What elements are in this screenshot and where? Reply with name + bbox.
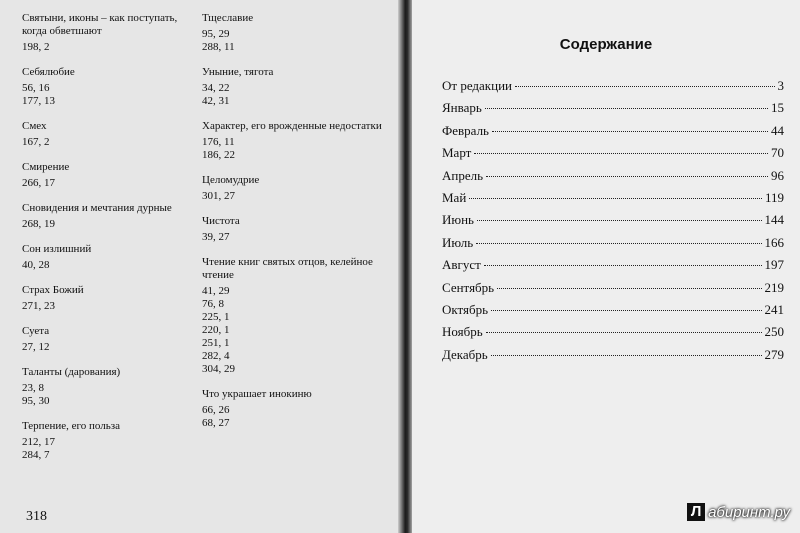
toc-row bbox=[442, 347, 784, 369]
toc-label: Сентябрь bbox=[442, 279, 495, 295]
toc-page-number: 3 bbox=[777, 78, 784, 93]
watermark-text: абиринт.ру bbox=[708, 503, 790, 521]
index-page-ref: 301, 27 bbox=[202, 190, 235, 202]
index-entry bbox=[202, 120, 382, 162]
toc-row bbox=[442, 324, 784, 346]
index-term: Чтение книг святых отцов, келейное чтение bbox=[202, 256, 373, 281]
toc-label: Декабрь bbox=[442, 346, 488, 362]
toc-page-number: 119 bbox=[764, 189, 784, 205]
index-term: Что украшает инокиню bbox=[202, 388, 312, 400]
index-entry bbox=[202, 12, 382, 54]
index-term: Сон излишний bbox=[22, 243, 92, 255]
index-entry bbox=[202, 66, 382, 108]
index-entry bbox=[22, 243, 202, 272]
index-entry bbox=[22, 420, 202, 462]
index-page-ref: 23, 8 bbox=[22, 382, 44, 394]
index-page-ref: 95, 30 bbox=[22, 395, 50, 407]
index-entry bbox=[22, 202, 202, 231]
toc-row bbox=[442, 212, 784, 234]
index-entry bbox=[202, 215, 382, 244]
toc-row bbox=[442, 168, 784, 190]
index-column-2 bbox=[202, 12, 382, 442]
toc-label: Ноябрь bbox=[442, 324, 483, 340]
toc-label: Июнь bbox=[442, 212, 474, 228]
toc-leader-dots bbox=[492, 131, 768, 132]
toc-row bbox=[442, 280, 784, 302]
index-page-ref: 68, 27 bbox=[202, 417, 230, 429]
index-page-ref: 288, 11 bbox=[202, 41, 235, 53]
toc-leader-dots bbox=[497, 288, 761, 289]
toc-label: Октябрь bbox=[442, 301, 489, 317]
toc-leader-dots bbox=[477, 220, 762, 221]
toc-label: Апрель bbox=[442, 167, 484, 183]
toc-leader-dots bbox=[486, 176, 768, 177]
index-entry bbox=[202, 388, 382, 430]
toc-row bbox=[442, 78, 784, 100]
toc-leader-dots bbox=[485, 108, 768, 109]
toc-label: Июль bbox=[442, 234, 474, 250]
toc-page-number: 96 bbox=[771, 167, 784, 183]
index-page-ref: 41, 29 bbox=[202, 285, 230, 297]
toc-leader-dots bbox=[486, 332, 762, 333]
index-entry bbox=[202, 174, 382, 203]
index-page-ref: 268, 19 bbox=[22, 218, 55, 230]
index-term: Себялюбие bbox=[22, 66, 75, 78]
page-number: 318 bbox=[26, 509, 47, 524]
index-term: Таланты (дарования) bbox=[22, 366, 121, 378]
index-page-ref: 220, 1 bbox=[202, 324, 230, 336]
index-page-ref: 225, 1 bbox=[202, 311, 230, 323]
toc-row bbox=[442, 302, 784, 324]
toc-leader-dots bbox=[484, 265, 762, 266]
index-page-ref: 176, 11 bbox=[202, 136, 235, 148]
index-term: Чистота bbox=[202, 215, 240, 227]
toc-leader-dots bbox=[476, 243, 761, 244]
toc-row bbox=[442, 123, 784, 145]
toc-label: Март bbox=[442, 145, 472, 161]
index-page-ref: 271, 23 bbox=[22, 300, 55, 312]
index-entry bbox=[22, 161, 202, 190]
index-page-ref: 66, 26 bbox=[202, 404, 230, 416]
index-entry bbox=[22, 120, 202, 149]
toc-label: Май bbox=[442, 189, 467, 205]
index-term: Уныние, тягота bbox=[202, 66, 274, 78]
toc-page-number: 219 bbox=[764, 279, 784, 295]
toc-row bbox=[442, 235, 784, 257]
index-term: Страх Божий bbox=[22, 284, 84, 296]
toc-page-number: 144 bbox=[764, 212, 784, 228]
index-entry bbox=[22, 284, 202, 313]
index-page-ref: 212, 17 bbox=[22, 436, 55, 448]
toc-page-number: 197 bbox=[764, 257, 784, 273]
toc-page-number: 241 bbox=[764, 301, 784, 317]
toc-page-number: 70 bbox=[771, 145, 784, 161]
toc-page-number: 166 bbox=[764, 234, 784, 250]
toc-row bbox=[442, 100, 784, 122]
index-page-ref: 266, 17 bbox=[22, 177, 55, 189]
index-term: Целомудрие bbox=[202, 174, 260, 186]
index-page-ref: 56, 16 bbox=[22, 82, 50, 94]
index-term: Суета bbox=[22, 325, 50, 337]
index-page-ref: 27, 12 bbox=[22, 341, 50, 353]
index-page-ref: 39, 27 bbox=[202, 231, 230, 243]
index-page-ref: 282, 4 bbox=[202, 350, 230, 362]
index-page-ref: 186, 22 bbox=[202, 149, 235, 161]
toc-label: От редакции bbox=[442, 78, 512, 93]
index-page-ref: 42, 31 bbox=[202, 95, 230, 107]
index-entry bbox=[22, 366, 202, 408]
index-page-ref: 34, 22 bbox=[202, 82, 230, 94]
toc-label: Февраль bbox=[442, 122, 489, 138]
index-term: Характер, его врожденные недостатки bbox=[202, 120, 382, 132]
index-entry bbox=[202, 256, 382, 376]
toc-leader-dots bbox=[474, 153, 768, 154]
labirint-logo-icon: Л bbox=[687, 503, 705, 521]
toc-leader-dots bbox=[515, 86, 775, 87]
right-page bbox=[412, 0, 800, 533]
toc-label: Январь bbox=[442, 100, 482, 116]
index-page-ref: 198, 2 bbox=[22, 41, 50, 53]
toc-page-number: 279 bbox=[764, 346, 784, 362]
toc-leader-dots bbox=[491, 355, 762, 356]
index-page-ref: 284, 7 bbox=[22, 449, 50, 461]
toc-label: Август bbox=[442, 257, 481, 273]
toc-row bbox=[442, 257, 784, 279]
index-page-ref: 76, 8 bbox=[202, 298, 224, 310]
index-column-1 bbox=[22, 12, 202, 474]
toc-row bbox=[442, 145, 784, 167]
toc-leader-dots bbox=[491, 310, 761, 311]
toc-page-number: 44 bbox=[771, 122, 784, 138]
toc-title: Содержание bbox=[559, 36, 653, 53]
index-term: Терпение, его польза bbox=[22, 420, 120, 432]
table-of-contents bbox=[442, 78, 784, 369]
index-page-ref: 95, 29 bbox=[202, 28, 230, 40]
index-term: Тщеславие bbox=[202, 12, 254, 24]
index-entry bbox=[22, 66, 202, 108]
index-entry bbox=[22, 12, 202, 54]
index-page-ref: 177, 13 bbox=[22, 95, 55, 107]
toc-page-number: 250 bbox=[764, 324, 784, 340]
index-term: Сновидения и мечтания дурные bbox=[22, 202, 172, 214]
toc-leader-dots bbox=[469, 198, 762, 199]
index-page-ref: 40, 28 bbox=[22, 259, 50, 271]
index-page-ref: 304, 29 bbox=[202, 363, 235, 375]
index-term: Святыни, иконы – как поступать, когда обветшают bbox=[22, 12, 178, 37]
toc-row bbox=[442, 190, 784, 212]
toc-page-number: 15 bbox=[771, 100, 784, 116]
labirint-watermark bbox=[687, 503, 790, 521]
index-page-ref: 251, 1 bbox=[202, 337, 230, 349]
index-entry bbox=[22, 325, 202, 354]
index-term: Смирение bbox=[22, 161, 70, 173]
index-term: Смех bbox=[22, 120, 47, 132]
index-page-ref: 167, 2 bbox=[22, 136, 50, 148]
